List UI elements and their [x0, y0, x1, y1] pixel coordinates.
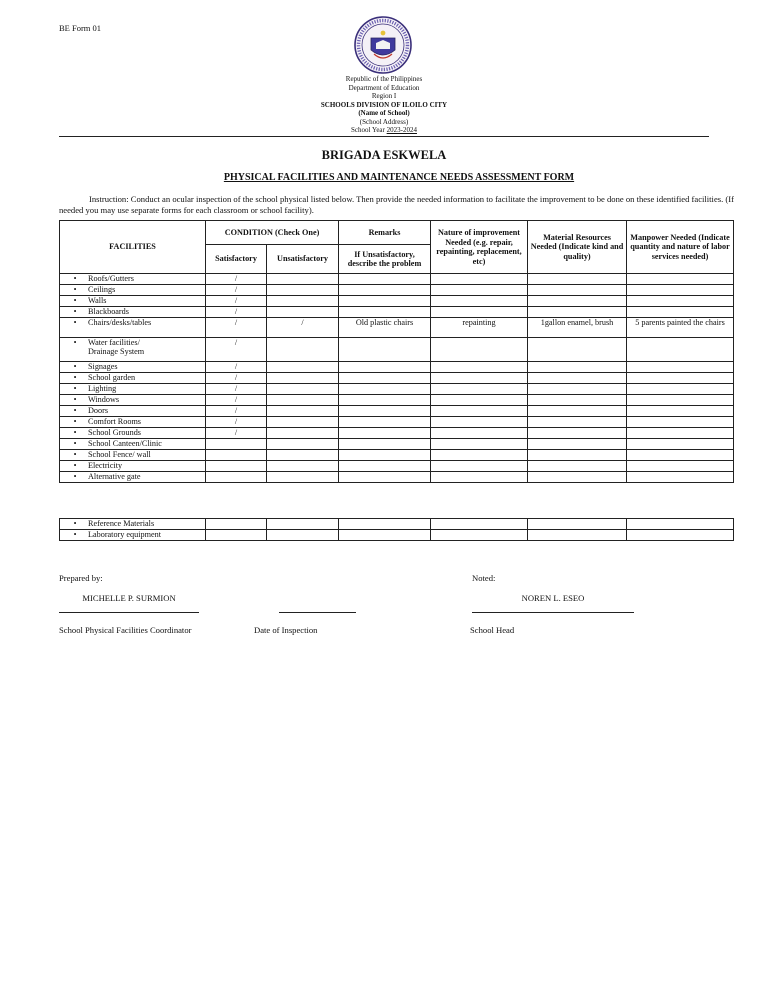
facility-cell: [60, 428, 206, 439]
table-row: [60, 406, 734, 417]
cell-unsat[interactable]: [267, 274, 339, 285]
cell-material[interactable]: [528, 428, 627, 439]
facility-name: Signages: [88, 362, 118, 371]
header-material: Material Resources Needed (Indicate kind and quality): [528, 221, 627, 274]
cell-material[interactable]: [528, 417, 627, 428]
cell-sat[interactable]: /: [206, 373, 267, 384]
facility-cell: [60, 338, 206, 362]
cell-manpower[interactable]: [627, 428, 734, 439]
header-satisfactory: Satisfactory: [206, 245, 267, 274]
cell-manpower[interactable]: [627, 450, 734, 461]
table-row: [60, 307, 734, 318]
cell-material[interactable]: [528, 406, 627, 417]
facility-name: Blackboards: [88, 307, 129, 316]
bullet-icon: •: [73, 296, 77, 305]
table-row: [60, 362, 734, 373]
cell-unsat[interactable]: [267, 450, 339, 461]
facility-name: School Grounds: [88, 428, 141, 437]
facility-name: Chairs/desks/tables: [88, 318, 152, 327]
cell-remarks[interactable]: [339, 274, 431, 285]
table-row: [60, 450, 734, 461]
cell-manpower[interactable]: [627, 274, 734, 285]
bullet-icon: •: [73, 373, 77, 382]
cell-nature[interactable]: [431, 395, 528, 406]
table-row: [60, 395, 734, 406]
facility-name: Roofs/Gutters: [88, 274, 134, 283]
cell-sat[interactable]: /: [206, 428, 267, 439]
instruction-text: Instruction: Conduct an ocular inspection of the school physical listed below. Then provide the needed information to facilitate the improvement to be done on these identified facilities. (If needed you may use separate forms for each classroom or school facility).: [59, 194, 734, 215]
cell-manpower[interactable]: [627, 519, 734, 530]
facility-name: Windows: [88, 395, 120, 404]
cell-material[interactable]: [528, 519, 627, 530]
cell-unsat[interactable]: [267, 439, 339, 450]
cell-unsat[interactable]: [267, 417, 339, 428]
table-row: [60, 519, 734, 530]
cell-manpower[interactable]: [627, 384, 734, 395]
materials-table: [59, 518, 734, 541]
bullet-icon: •: [73, 307, 77, 316]
cell-sat[interactable]: [206, 439, 267, 450]
table-row: [60, 274, 734, 285]
facility-name: Reference Materials: [88, 519, 155, 528]
school-year-value: 2023-2024: [386, 126, 417, 134]
coordinator-signature-line: [59, 612, 199, 613]
bullet-icon: •: [73, 417, 77, 426]
cell-nature[interactable]: [431, 417, 528, 428]
date-of-inspection-label: Date of Inspection: [254, 625, 318, 635]
cell-remarks[interactable]: [339, 417, 431, 428]
header-remarks: Remarks: [339, 221, 431, 245]
facility-name: Water facilities/ Drainage System: [88, 338, 145, 356]
date-signature-line: [279, 612, 356, 613]
cell-remarks[interactable]: [339, 307, 431, 318]
region-line: Region I: [371, 92, 397, 100]
cell-manpower[interactable]: [627, 461, 734, 472]
table-row: [60, 296, 734, 307]
cell-remarks[interactable]: Old plastic chairs: [339, 318, 431, 338]
bullet-icon: •: [73, 318, 77, 327]
bullet-icon: •: [73, 406, 77, 415]
cell-nature[interactable]: [431, 285, 528, 296]
cell-sat[interactable]: [206, 450, 267, 461]
division-line: SCHOOLS DIVISION OF ILOILO CITY: [320, 100, 448, 109]
cell-manpower[interactable]: [627, 373, 734, 384]
cell-sat[interactable]: /: [206, 395, 267, 406]
facility-name: Walls: [88, 296, 107, 305]
facility-cell: [60, 472, 206, 483]
bullet-icon: •: [73, 519, 77, 528]
facility-cell: [60, 318, 206, 338]
cell-material[interactable]: [528, 338, 627, 362]
cell-nature[interactable]: [431, 450, 528, 461]
bullet-icon: •: [73, 472, 77, 481]
cell-unsat[interactable]: [267, 307, 339, 318]
document-header: [234, 75, 534, 135]
cell-manpower[interactable]: [627, 472, 734, 483]
table-row: [60, 338, 734, 362]
cell-nature[interactable]: [431, 439, 528, 450]
cell-unsat[interactable]: [267, 472, 339, 483]
header-condition: CONDITION (Check One): [206, 221, 339, 245]
facility-cell: [60, 519, 206, 530]
cell-material[interactable]: [528, 530, 627, 541]
facility-cell: [60, 274, 206, 285]
republic-line: Republic of the Philippines: [345, 75, 423, 83]
table-row: [60, 472, 734, 483]
cell-sat[interactable]: /: [206, 384, 267, 395]
cell-remarks[interactable]: [339, 530, 431, 541]
facility-name: School garden: [88, 373, 136, 382]
cell-unsat[interactable]: [267, 461, 339, 472]
deped-seal-icon: [354, 16, 412, 74]
cell-unsat[interactable]: [267, 530, 339, 541]
cell-nature[interactable]: [431, 296, 528, 307]
cell-sat[interactable]: [206, 472, 267, 483]
facility-cell: [60, 439, 206, 450]
head-name: NOREN L. ESEO: [521, 593, 585, 603]
header-facilities: FACILITIES: [60, 221, 206, 274]
prepared-by-label: Prepared by:: [59, 573, 103, 583]
cell-remarks[interactable]: [339, 395, 431, 406]
cell-material[interactable]: [528, 395, 627, 406]
cell-remarks[interactable]: [339, 285, 431, 296]
table-row: [60, 461, 734, 472]
table-row: [60, 373, 734, 384]
cell-unsat[interactable]: [267, 395, 339, 406]
header-manpower: Manpower Needed (Indicate quantity and nature of labor services needed): [627, 221, 734, 274]
cell-manpower[interactable]: [627, 362, 734, 373]
facility-name: Comfort Rooms: [88, 417, 141, 426]
head-title: School Head: [470, 625, 515, 635]
department-line: Department of Education: [348, 83, 420, 92]
cell-sat[interactable]: [206, 530, 267, 541]
cell-remarks[interactable]: [339, 450, 431, 461]
cell-remarks[interactable]: [339, 406, 431, 417]
cell-unsat[interactable]: [267, 406, 339, 417]
facility-cell: [60, 307, 206, 318]
cell-manpower[interactable]: [627, 307, 734, 318]
bullet-icon: •: [73, 530, 77, 539]
facility-cell: [60, 384, 206, 395]
cell-nature[interactable]: [431, 472, 528, 483]
cell-sat[interactable]: [206, 461, 267, 472]
facility-cell: [60, 417, 206, 428]
facility-cell: [60, 373, 206, 384]
cell-material[interactable]: [528, 384, 627, 395]
cell-manpower[interactable]: [627, 296, 734, 307]
head-signature-line: [472, 612, 634, 613]
facility-name: Lighting: [88, 384, 117, 393]
cell-unsat[interactable]: [267, 362, 339, 373]
cell-nature[interactable]: [431, 338, 528, 362]
cell-material[interactable]: [528, 285, 627, 296]
bullet-icon: •: [73, 428, 77, 437]
facility-cell: [60, 362, 206, 373]
facility-name: Ceilings: [88, 285, 116, 294]
facility-cell: [60, 450, 206, 461]
cell-remarks[interactable]: [339, 362, 431, 373]
facility-name: Laboratory equipment: [88, 530, 161, 539]
bullet-icon: •: [73, 274, 77, 283]
cell-material[interactable]: [528, 373, 627, 384]
cell-unsat[interactable]: [267, 296, 339, 307]
cell-manpower[interactable]: [627, 395, 734, 406]
facility-name: Alternative gate: [88, 472, 141, 481]
cell-material[interactable]: [528, 362, 627, 373]
cell-manpower[interactable]: 5 parents painted the chairs: [627, 318, 734, 338]
cell-material[interactable]: [528, 472, 627, 483]
cell-material[interactable]: [528, 274, 627, 285]
coordinator-title: School Physical Facilities Coordinator: [59, 625, 192, 635]
cell-nature[interactable]: [431, 362, 528, 373]
cell-sat[interactable]: /: [206, 296, 267, 307]
facility-name: School Fence/ wall: [88, 450, 151, 459]
bullet-icon: •: [73, 461, 77, 470]
cell-nature[interactable]: [431, 274, 528, 285]
cell-sat[interactable]: /: [206, 285, 267, 296]
cell-nature[interactable]: [431, 461, 528, 472]
cell-sat[interactable]: /: [206, 406, 267, 417]
bullet-icon: •: [73, 395, 77, 404]
cell-manpower[interactable]: [627, 285, 734, 296]
cell-sat[interactable]: /: [206, 318, 267, 338]
cell-nature[interactable]: [431, 384, 528, 395]
facilities-table: [59, 220, 734, 483]
cell-manpower[interactable]: [627, 417, 734, 428]
cell-unsat[interactable]: [267, 285, 339, 296]
table-row: [60, 417, 734, 428]
cell-unsat[interactable]: /: [267, 318, 339, 338]
facility-cell: [60, 461, 206, 472]
header-nature: Nature of improvement Needed (e.g. repair, repainting, replacement, etc): [431, 221, 528, 274]
bullet-icon: •: [73, 362, 77, 371]
cell-manpower[interactable]: [627, 530, 734, 541]
cell-remarks[interactable]: [339, 519, 431, 530]
header-unsatisfactory: Unsatisfactory: [267, 245, 339, 274]
cell-material[interactable]: [528, 307, 627, 318]
cell-material[interactable]: [528, 461, 627, 472]
cell-unsat[interactable]: [267, 428, 339, 439]
table-row: [60, 318, 734, 338]
facility-cell: [60, 395, 206, 406]
table-row: [60, 384, 734, 395]
cell-unsat[interactable]: [267, 338, 339, 362]
facility-cell: [60, 296, 206, 307]
cell-material[interactable]: [528, 450, 627, 461]
cell-sat[interactable]: /: [206, 274, 267, 285]
bullet-icon: •: [73, 384, 77, 393]
school-address-line: (School Address): [359, 117, 409, 126]
cell-nature[interactable]: repainting: [431, 318, 528, 338]
cell-manpower[interactable]: [627, 338, 734, 362]
cell-material[interactable]: [528, 296, 627, 307]
table-row: [60, 439, 734, 450]
cell-sat[interactable]: /: [206, 362, 267, 373]
cell-sat[interactable]: /: [206, 338, 267, 362]
cell-nature[interactable]: [431, 428, 528, 439]
cell-unsat[interactable]: [267, 384, 339, 395]
facility-name: School Canteen/Clinic: [88, 439, 162, 448]
cell-manpower[interactable]: [627, 439, 734, 450]
cell-remarks[interactable]: [339, 461, 431, 472]
cell-remarks[interactable]: [339, 439, 431, 450]
school-year-line: School Year 2023-2024: [351, 126, 417, 134]
noted-label: Noted:: [472, 573, 496, 583]
coordinator-name: MICHELLE P. SURMION: [82, 593, 176, 603]
facility-name: Electricity: [88, 461, 123, 470]
page-title: BRIGADA ESKWELA: [321, 148, 447, 162]
cell-sat[interactable]: [206, 519, 267, 530]
form-code: BE Form 01: [59, 23, 102, 33]
cell-nature[interactable]: [431, 530, 528, 541]
cell-remarks[interactable]: [339, 472, 431, 483]
cell-unsat[interactable]: [267, 519, 339, 530]
facility-cell: [60, 530, 206, 541]
facility-cell: [60, 285, 206, 296]
cell-remarks[interactable]: [339, 373, 431, 384]
cell-remarks[interactable]: [339, 384, 431, 395]
cell-sat[interactable]: /: [206, 417, 267, 428]
bullet-icon: •: [73, 338, 77, 347]
facility-cell: [60, 406, 206, 417]
cell-nature[interactable]: [431, 406, 528, 417]
bullet-icon: •: [73, 285, 77, 294]
cell-manpower[interactable]: [627, 406, 734, 417]
table-row: [60, 285, 734, 296]
header-remarks-sub: If Unsatisfactory, describe the problem: [339, 245, 431, 274]
cell-nature[interactable]: [431, 373, 528, 384]
table-row: [60, 530, 734, 541]
cell-remarks[interactable]: [339, 338, 431, 362]
form-subtitle: PHYSICAL FACILITIES AND MAINTENANCE NEEDS ASSESSMENT FORM: [223, 172, 575, 183]
cell-unsat[interactable]: [267, 373, 339, 384]
cell-material[interactable]: 1gallon enamel, brush: [528, 318, 627, 338]
bullet-icon: •: [73, 439, 77, 448]
header-divider: [59, 136, 709, 137]
cell-nature[interactable]: [431, 519, 528, 530]
school-name-line: (Name of School): [358, 109, 410, 117]
cell-material[interactable]: [528, 439, 627, 450]
cell-remarks[interactable]: [339, 428, 431, 439]
facility-name: Doors: [88, 406, 109, 415]
bullet-icon: •: [73, 450, 77, 459]
table-row: [60, 428, 734, 439]
cell-sat[interactable]: /: [206, 307, 267, 318]
cell-remarks[interactable]: [339, 296, 431, 307]
cell-nature[interactable]: [431, 307, 528, 318]
